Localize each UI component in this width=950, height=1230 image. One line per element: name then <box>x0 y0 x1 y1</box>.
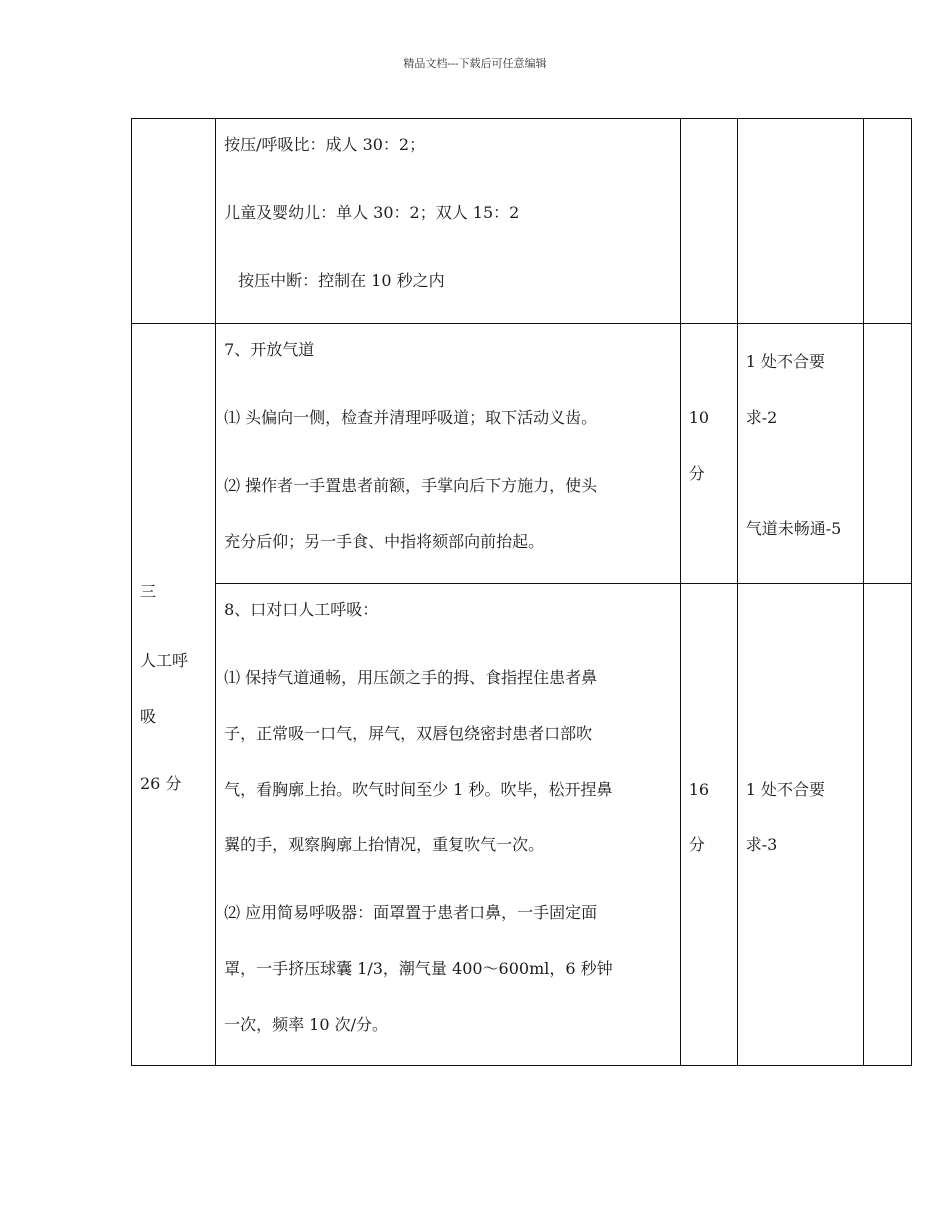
section-points: 26 分 <box>140 774 182 793</box>
table-row <box>132 584 912 1066</box>
content-line: 按压中断：控制在 10 秒之内 <box>238 271 445 290</box>
item-title: 8、口对口人工呼吸： <box>224 600 379 619</box>
score-unit: 分 <box>688 464 705 483</box>
score-cell <box>680 584 737 1066</box>
score-value: 16 <box>688 780 710 799</box>
remarks-cell <box>863 584 911 1066</box>
content-line: 翼的手，观察胸廓上抬情况，重复吹气一次。 <box>224 835 545 854</box>
content-cell <box>216 584 681 1066</box>
score-cell <box>680 324 737 584</box>
content-cell <box>216 324 681 584</box>
content-cell <box>216 119 681 324</box>
section-title: 人工呼 <box>140 651 189 670</box>
content-line: ⑵ 应用简易呼吸器：面罩置于患者口鼻，一手固定面 <box>224 903 598 922</box>
deduction-cell <box>737 584 863 1066</box>
deduction-cell <box>737 324 863 584</box>
deduction-text: 1 处不合要 <box>745 352 826 371</box>
remarks-cell <box>863 119 911 324</box>
content-line: 儿童及婴幼儿：单人 30：2；双人 15：2 <box>224 203 520 222</box>
score-value: 10 <box>688 408 710 427</box>
table-row <box>132 324 912 584</box>
table-row <box>132 119 912 324</box>
content-line: ⑵ 操作者一手置患者前额，手掌向后下方施力，使头 <box>224 476 598 495</box>
content-line: 按压/呼吸比：成人 30：2； <box>224 135 426 154</box>
deduction-text: 求-2 <box>745 408 778 427</box>
content-line: 充分后仰；另一手食、中指将颏部向前抬起。 <box>224 532 545 551</box>
deduction-text: 气道未畅通-5 <box>745 519 842 538</box>
page-header: 精品文档---下载后可任意编辑 <box>403 57 547 70</box>
deduction-cell <box>737 119 863 324</box>
section-title: 吸 <box>140 707 157 726</box>
remarks-cell <box>863 324 911 584</box>
content-line: 一次，频率 10 次/分。 <box>224 1015 389 1034</box>
deduction-text: 1 处不合要 <box>745 780 826 799</box>
content-line: 子，正常吸一口气，屏气，双唇包绕密封患者口部吹 <box>224 724 593 743</box>
score-cell <box>680 119 737 324</box>
content-line: ⑴ 头偏向一侧，检查并清理呼吸道；取下活动义齿。 <box>224 408 598 427</box>
content-line: 罩，一手挤压球囊 1/3，潮气量 400～600ml，6 秒钟 <box>224 959 613 978</box>
score-unit: 分 <box>688 835 705 854</box>
deduction-text: 求-3 <box>745 835 778 854</box>
section-number: 三 <box>140 582 157 601</box>
scoring-table <box>131 118 912 1066</box>
content-line: 气，看胸廓上抬。吹气时间至少 1 秒。吹毕，松开捏鼻 <box>224 780 613 799</box>
section-cell <box>132 324 216 1066</box>
content-line: ⑴ 保持气道通畅，用压颌之手的拇、食指捏住患者鼻 <box>224 668 598 687</box>
section-cell <box>132 119 216 324</box>
item-title: 7、开放气道 <box>224 340 315 359</box>
